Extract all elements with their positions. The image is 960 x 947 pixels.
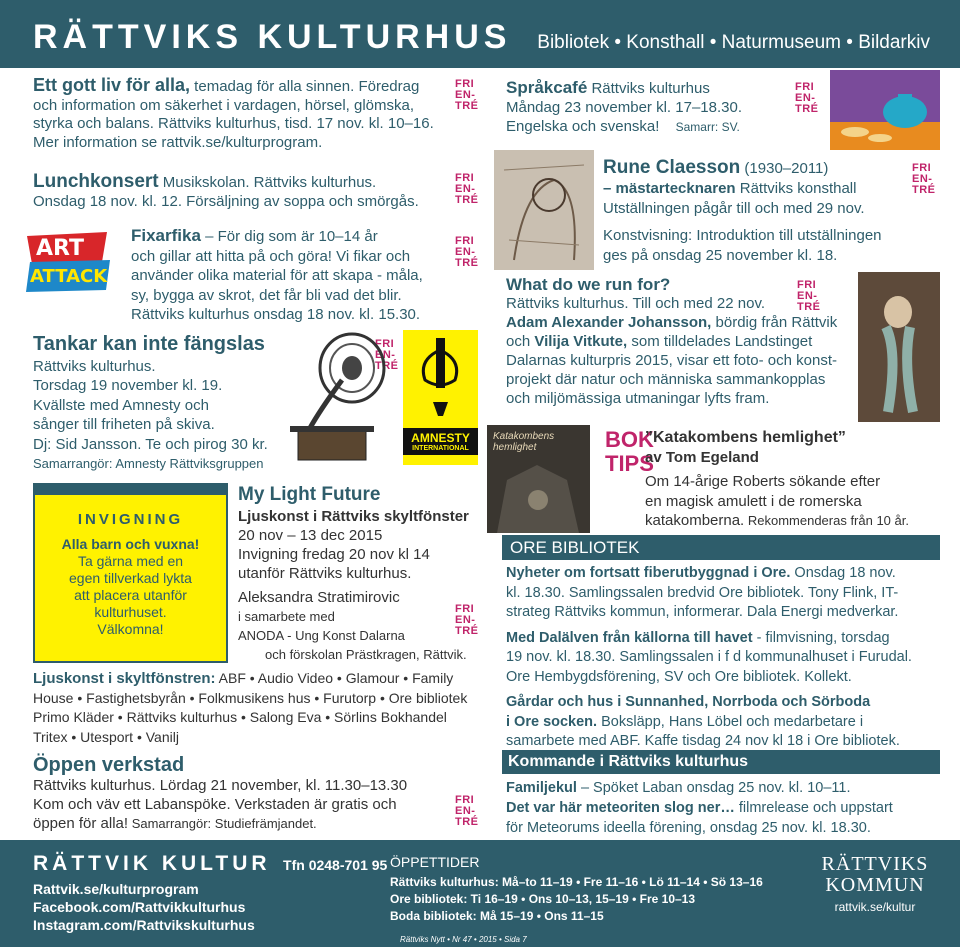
boktips-line: en magisk amulett i de romerska bbox=[645, 492, 862, 510]
event-rune-line: ges på onsdag 25 november kl. 18. bbox=[603, 247, 838, 264]
free-entry-badge: FRI EN- TRÉ bbox=[455, 78, 479, 112]
kommande-heading: Kommande i Rättviks kulturhus bbox=[508, 753, 749, 770]
art-attack-logo-text: ATTACK bbox=[30, 266, 108, 287]
footer-links bbox=[33, 880, 255, 934]
kommande-line: – Spöket Laban onsdag 25 nov. kl. 10–11. bbox=[576, 780, 851, 796]
ore-bibliotek-heading: ORE BIBLIOTEK bbox=[510, 538, 640, 557]
event-rune-line: (1930–2011) bbox=[740, 160, 829, 177]
kommande-line: Det var här meteoriten slog ner… bbox=[506, 800, 735, 816]
event-gott-liv-line: styrka och balans. Rättviks kulturhus, tisd. 17 nov. kl. 10–16. bbox=[33, 115, 434, 132]
gramophone-illustration bbox=[280, 330, 395, 470]
event-fixarfika-line: och gillar att hitta på och göra! Vi fikar och bbox=[131, 247, 411, 265]
footer-hours-heading: ÖPPETTIDER bbox=[390, 854, 480, 870]
event-fixarfika-line: använder olika material för att skapa - måla, bbox=[131, 267, 423, 284]
event-lunchkonsert-heading: Lunchkonsert bbox=[33, 171, 159, 192]
event-rune-line: – mästartecknaren bbox=[603, 180, 736, 197]
event-lunchkonsert bbox=[33, 173, 453, 211]
ore-bibliotek-events bbox=[506, 564, 942, 752]
event-sprakcafe-line: Engelska och svenska! bbox=[506, 118, 660, 135]
free-entry-badge: FRI EN- TRÉ bbox=[455, 794, 479, 828]
ore-event-line: strateg Rättviks kommun, informerar. Dala Energi medverkar. bbox=[506, 604, 899, 620]
event-sprakcafe bbox=[506, 78, 796, 137]
amnesty-logo-text: INTERNATIONAL bbox=[412, 445, 469, 452]
ore-event-line: Boksläpp, Hans Löbel och medarbetare i bbox=[597, 713, 864, 730]
event-rune-line: Utställningen pågår till och med 29 nov. bbox=[603, 200, 865, 217]
art-attack-logo-text: ART bbox=[36, 236, 84, 261]
ore-event-line: Ore Hembygdsförening, SV och Ore bibliotek. Kollekt. bbox=[506, 668, 852, 685]
event-fixarfika bbox=[131, 226, 461, 325]
kommun-logo-text: KOMMUN bbox=[825, 874, 925, 896]
free-entry-badge: FRI EN- TRÉ bbox=[912, 162, 936, 196]
event-what-line: bördig från Rättvik bbox=[711, 314, 838, 331]
event-tankar-line: Kvällste med Amnesty och bbox=[33, 396, 209, 414]
footer-phone: Tfn 0248-701 95 bbox=[283, 857, 388, 873]
kommande-events bbox=[506, 778, 942, 838]
event-light-future bbox=[238, 485, 478, 664]
page-footer-note: Rättviks Nytt • Nr 47 • 2015 • Sida 7 bbox=[400, 935, 527, 944]
invigning-line: Ta gärna med en bbox=[77, 553, 184, 569]
ore-event-line: Nyheter om fortsatt fiberutbyggnad i Ore. bbox=[506, 565, 791, 581]
ore-event-line: Med Dalälven från källorna till havet bbox=[506, 629, 753, 646]
boktips-title: ”Katakombens hemlighet” bbox=[645, 429, 846, 446]
event-light-future-line: utanför Rättviks kulturhus. bbox=[238, 565, 412, 582]
event-rune-line: Rättviks konsthall bbox=[735, 180, 857, 197]
event-rune-line: Konstvisning: bbox=[603, 227, 693, 244]
kommande-line: filmrelease och uppstart bbox=[734, 800, 893, 816]
photo-running-figure bbox=[858, 272, 940, 422]
footer-hours bbox=[390, 854, 763, 925]
book-cover-image bbox=[487, 425, 590, 533]
event-rune-line: Introduktion till utställningen bbox=[692, 227, 882, 244]
event-what-line: och bbox=[506, 333, 531, 350]
event-tankar bbox=[33, 335, 313, 474]
event-light-future-line: och förskolan Prästkragen, Rättvik. bbox=[265, 647, 467, 662]
event-fixarfika-line: Rättviks kulturhus onsdag 18 nov. kl. 15.30. bbox=[131, 306, 421, 323]
event-what-line: Adam Alexander Johansson, bbox=[506, 314, 712, 331]
event-light-future-line: Invigning fredag 20 nov kl 14 bbox=[238, 546, 430, 563]
rune-sketch-image bbox=[494, 150, 594, 270]
footer-hours-line: Boda bibliotek: Må 15–19 • Ons 11–15 bbox=[390, 909, 604, 923]
invigning-box bbox=[33, 493, 228, 663]
footer-brand: RÄTTVIK KULTUR bbox=[33, 852, 271, 875]
free-entry-badge: FRI EN- TRÉ bbox=[375, 338, 399, 372]
event-light-future-line: ANODA - Ung Konst Dalarna bbox=[238, 628, 405, 643]
amnesty-logo bbox=[403, 330, 478, 465]
boktips-text bbox=[645, 428, 945, 531]
event-verkstad bbox=[33, 756, 473, 833]
event-gott-liv-line: och information om säkerhet i vardagen, hörsel, glömska, bbox=[33, 96, 415, 114]
event-what-line: Vilija Vitkute, bbox=[530, 333, 628, 350]
event-what-line: och miljömässiga utmaningar lyfts fram. bbox=[506, 390, 770, 407]
masthead-title: RÄTTVIKS KULTURHUS bbox=[33, 18, 512, 56]
event-light-future-heading: My Light Future bbox=[238, 484, 381, 505]
kommande-bar bbox=[502, 750, 940, 774]
event-sprakcafe-line: Samarr: SV. bbox=[675, 120, 740, 134]
sponsors-heading: Ljuskonst i skyltfönstren: bbox=[33, 670, 216, 687]
free-entry-badge: FRI EN- TRÉ bbox=[455, 235, 479, 269]
ore-event-line: Gårdar och hus i Sunnanhed, Norrboda och Sörboda bbox=[506, 694, 871, 710]
footer-hours-line: Ore bibliotek: Ti 16–19 • Ons 10–13, 15–19 • Fre 10–13 bbox=[390, 892, 696, 906]
masthead-subtitle: Bibliotek • Konsthall • Naturmuseum • Bildarkiv bbox=[537, 32, 930, 53]
event-lunchkonsert-line: Onsdag 18 nov. kl. 12. Försäljning av soppa och smörgås. bbox=[33, 192, 419, 210]
event-tankar-line: Samarrangör: Amnesty Rättviksgruppen bbox=[33, 456, 264, 471]
event-tankar-line: Torsdag 19 november kl. 19. bbox=[33, 377, 223, 394]
boktips-label-line: BOK bbox=[605, 427, 654, 452]
amnesty-logo-text: AMNESTY bbox=[411, 431, 470, 445]
boktips-line: Om 14-årige Roberts sökande efter bbox=[645, 473, 881, 490]
kommande-line: Familjekul bbox=[506, 780, 577, 796]
event-what-line: Dalarnas kulturpris 2015, visar ett foto- och konst- bbox=[506, 352, 837, 369]
event-fixarfika-heading: Fixarfika bbox=[131, 226, 201, 245]
tea-illustration bbox=[830, 70, 940, 150]
footer-link-facebook[interactable]: Facebook.com/Rattvikkulturhus bbox=[33, 899, 246, 915]
free-entry-badge: FRI EN- TRÉ bbox=[455, 603, 479, 637]
event-gott-liv bbox=[33, 76, 453, 152]
event-sprakcafe-line: Måndag 23 november kl. 17–18.30. bbox=[506, 99, 742, 116]
free-entry-badge: FRI EN- TRÉ bbox=[455, 172, 479, 206]
event-tankar-line: sånger till friheten på skiva. bbox=[33, 416, 215, 433]
kommun-logo-text: RÄTTVIKS bbox=[821, 853, 929, 875]
sponsors-line: ABF • Audio Video • Glamour • Family bbox=[215, 670, 454, 686]
sponsors-line: House • Fastighetsbyrån • Folkmusikens hus • Furutorp • Ore bibliotek bbox=[33, 689, 468, 706]
ore-event-line: kl. 18.30. Samlingssalen bredvid Ore bibliotek. Tony Flink, IT- bbox=[506, 584, 899, 601]
art-attack-logo bbox=[22, 228, 112, 296]
event-verkstad-line: Samarrangör: Studiefrämjandet. bbox=[128, 816, 317, 831]
event-rune-heading: Rune Claesson bbox=[603, 157, 741, 178]
footer bbox=[0, 840, 960, 947]
invigning-line: Välkomna! bbox=[97, 621, 164, 637]
invigning-line: Alla barn och vuxna! bbox=[61, 536, 200, 552]
kommun-logo-url[interactable]: rattvik.se/kultur bbox=[834, 900, 916, 914]
boktips-line: katakomberna. bbox=[645, 512, 745, 529]
event-sprakcafe-heading: Språkcafé bbox=[506, 78, 588, 97]
event-light-future-line: 20 nov – 13 dec 2015 bbox=[238, 527, 383, 544]
footer-link-web[interactable]: Rattvik.se/kulturprogram bbox=[33, 881, 199, 897]
free-entry-badge: FRI EN- TRÉ bbox=[795, 81, 819, 115]
event-light-future-line: Aleksandra Stratimirovic bbox=[238, 589, 400, 606]
event-tankar-line: Dj: Sid Jansson. Te och pirog 30 kr. bbox=[33, 435, 268, 453]
footer-hours-line: Rättviks kulturhus: Må–to 11–19 • Fre 11–16 • Lö 11–14 • Sö 13–16 bbox=[390, 875, 763, 889]
kommande-line: för Meteorums ideella förening, onsdag 25 nov. kl. 18.30. bbox=[506, 820, 871, 836]
invigning-heading: INVIGNING bbox=[77, 511, 184, 528]
ore-event-line: 19 nov. kl. 18.30. Samlingssalen i f d kommunalhuset i Furudal. bbox=[506, 649, 912, 665]
event-what-line: Rättviks kulturhus. Till och med 22 nov. bbox=[506, 295, 765, 312]
sponsors-list bbox=[33, 669, 483, 747]
invigning-line: egen tillverkad lykta bbox=[69, 570, 192, 586]
ore-bibliotek-bar bbox=[502, 535, 940, 560]
event-fixarfika-line: sy, bygga av skrot, det får bli vad det blir. bbox=[131, 286, 402, 304]
event-verkstad-line: Kom och väv ett Labanspöke. Verkstaden är gratis och bbox=[33, 796, 397, 813]
event-gott-liv-link[interactable]: Mer information se rattvik.se/kulturprogram. bbox=[33, 133, 323, 151]
event-sprakcafe-line: Rättviks kulturhus bbox=[587, 80, 710, 97]
event-tankar-line: Rättviks kulturhus. bbox=[33, 357, 156, 375]
masthead bbox=[0, 0, 960, 68]
sponsors-line: Primo Kläder • Rättviks kulturhus • Salong Eva • Sörlins Bokhandel bbox=[33, 709, 447, 725]
event-what-line: projekt där natur och människa sammankopplas bbox=[506, 371, 826, 388]
event-lunchkonsert-line: Musikskolan. Rättviks kulturhus. bbox=[158, 174, 377, 191]
footer-link-instagram[interactable]: Instagram.com/Rattvikskulturhus bbox=[33, 917, 255, 933]
event-verkstad-line: öppen för alla! bbox=[33, 815, 129, 832]
invigning-line: att placera utanför bbox=[74, 587, 187, 603]
ore-event-line: i Ore socken. bbox=[506, 713, 598, 730]
boktips-line: Rekommenderas från 10 år. bbox=[744, 513, 909, 528]
event-what-line: som tilldelades Landstinget bbox=[627, 333, 813, 350]
ore-event-line: Onsdag 18 nov. bbox=[790, 565, 896, 581]
ore-event-line: - filmvisning, torsdag bbox=[752, 629, 890, 646]
boktips-author: av Tom Egeland bbox=[645, 448, 759, 466]
event-verkstad-line: Rättviks kulturhus. Lördag 21 november, kl. 11.30–13.30 bbox=[33, 777, 408, 794]
event-light-future-line: i samarbete med bbox=[238, 609, 335, 624]
event-verkstad-heading: Öppen verkstad bbox=[33, 754, 185, 776]
event-fixarfika-line: – För dig som är 10–14 år bbox=[200, 228, 378, 245]
kommun-logo bbox=[815, 854, 935, 914]
boktips-label-line: TIPS bbox=[605, 451, 654, 476]
invigning-line: kulturhuset. bbox=[94, 604, 167, 620]
event-light-future-line: Ljuskonst i Rättviks skyltfönster bbox=[238, 508, 469, 525]
event-tankar-heading: Tankar kan inte fängslas bbox=[33, 333, 265, 355]
event-gott-liv-heading: Ett gott liv för alla, bbox=[33, 75, 191, 95]
ore-event-line: samarbete med ABF. Kaffe tisdag 24 nov kl 18 i Ore bibliotek. bbox=[506, 733, 900, 749]
event-rune-claesson bbox=[603, 158, 903, 266]
sponsors-line: Tritex • Utesport • Vanilj bbox=[33, 728, 179, 745]
free-entry-badge: FRI EN- TRÉ bbox=[797, 279, 821, 313]
footer-brand-row bbox=[33, 852, 387, 876]
book-cover-title: Katakombens hemlighet bbox=[493, 431, 555, 453]
event-gott-liv-line: temadag för alla sinnen. Föredrag bbox=[190, 78, 420, 95]
event-what-heading: What do we run for? bbox=[506, 275, 671, 294]
